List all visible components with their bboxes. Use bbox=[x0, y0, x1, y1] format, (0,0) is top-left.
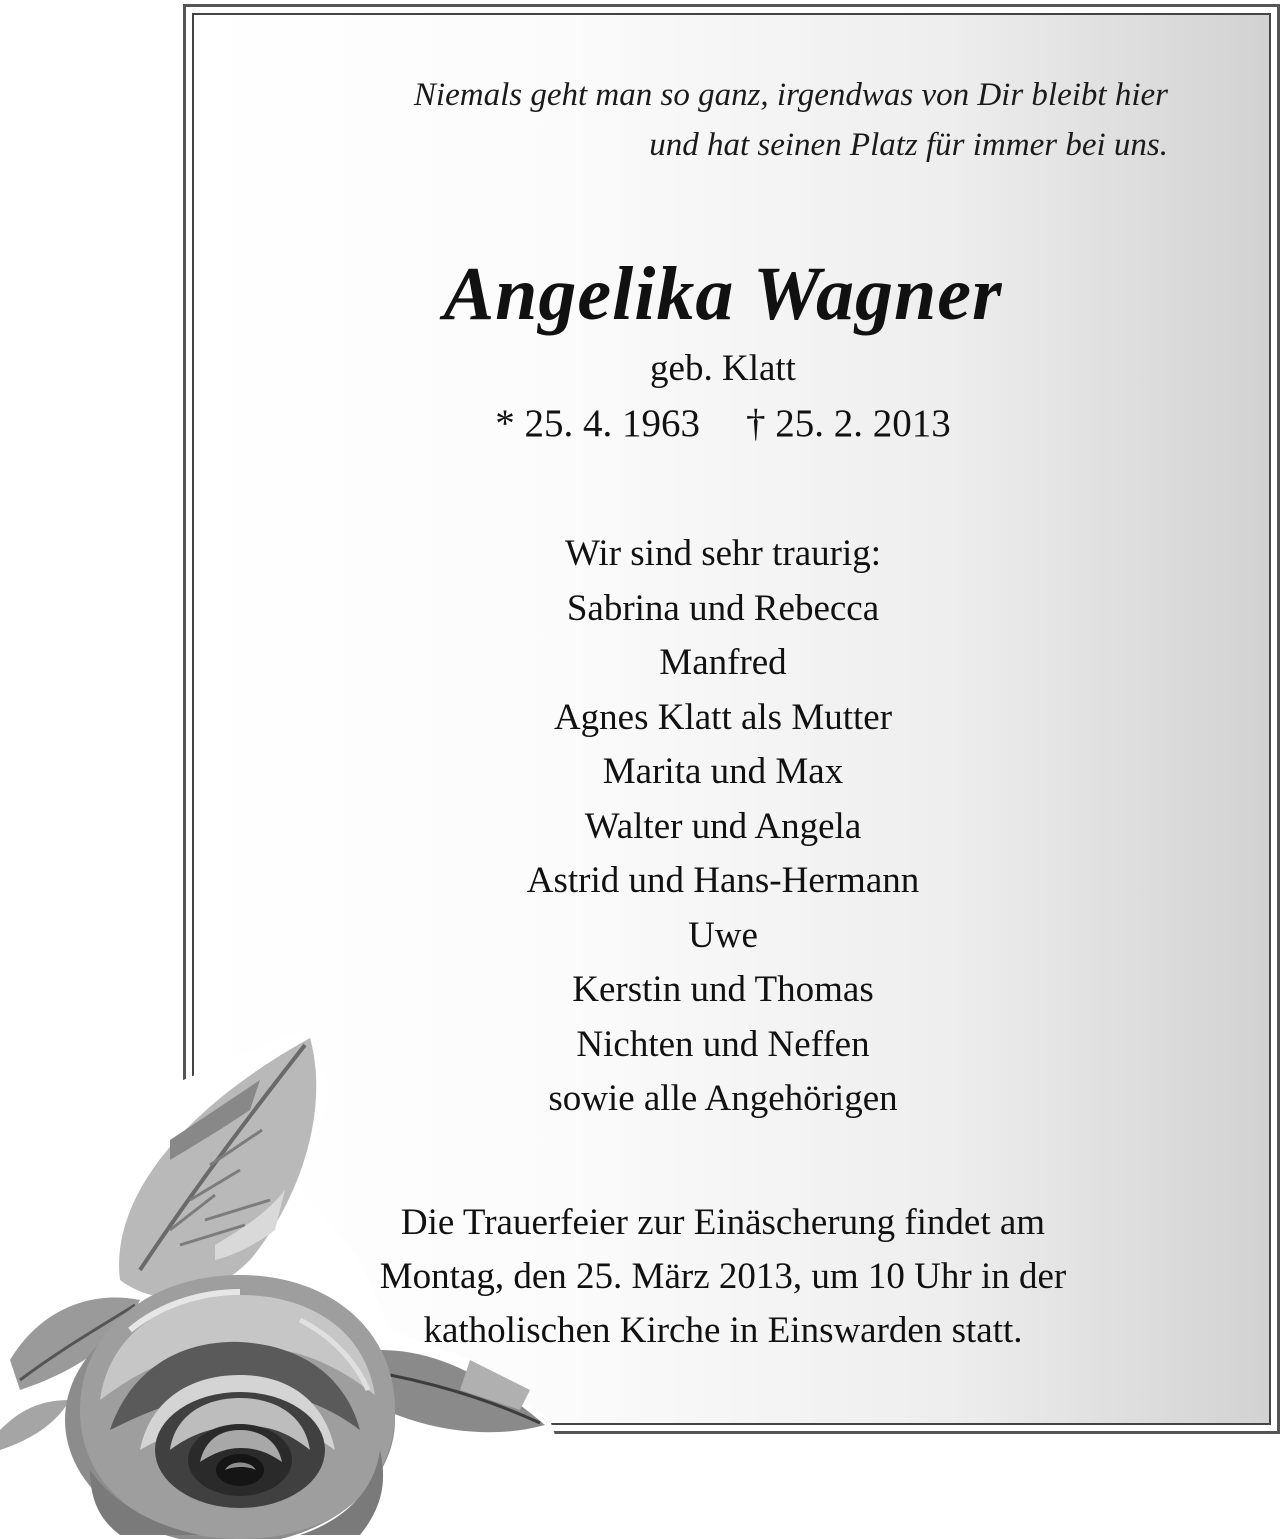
birth-date: * 25. 4. 1963 bbox=[495, 402, 700, 445]
mourner-line: Uwe bbox=[688, 914, 758, 956]
ceremony-line-2: Montag, den 25. März 2013, um 10 Uhr in der bbox=[379, 1256, 1067, 1297]
birth-name: geb. Klatt bbox=[650, 348, 796, 389]
life-dates bbox=[495, 400, 951, 448]
mourners-heading: Wir sind sehr traurig: bbox=[564, 533, 882, 574]
mourner-line: Nichten und Neffen bbox=[576, 1023, 870, 1065]
mourner-line: Manfred bbox=[659, 642, 787, 683]
mourner-line: Marita und Max bbox=[602, 751, 844, 792]
mourner-line: Astrid und Hans-Hermann bbox=[526, 860, 920, 901]
ceremony-info bbox=[380, 1196, 1066, 1358]
mourner-line: Agnes Klatt als Mutter bbox=[553, 696, 893, 738]
deceased-name: Angelika Wagner bbox=[443, 252, 1003, 336]
mourner-line: Sabrina und Rebecca bbox=[566, 587, 880, 629]
mourner-line: Kerstin und Thomas bbox=[572, 969, 874, 1010]
death-date: † 25. 2. 2013 bbox=[746, 402, 951, 445]
ceremony-line-1: Die Trauerfeier zur Einäscherung findet am bbox=[400, 1202, 1046, 1243]
mourner-line: sowie alle Angehörigen bbox=[548, 1078, 898, 1119]
mourners-list bbox=[527, 527, 920, 1127]
mourner-line: Walter und Angela bbox=[584, 805, 862, 847]
motto-line-2: und hat seinen Platz für immer bei uns. bbox=[649, 127, 1168, 163]
motto-line-1: Niemals geht man so ganz, irgendwas von Dir bleibt hier bbox=[413, 77, 1168, 113]
ceremony-line-3: katholischen Kirche in Einswarden statt. bbox=[423, 1310, 1023, 1351]
motto-quote bbox=[414, 70, 1168, 170]
